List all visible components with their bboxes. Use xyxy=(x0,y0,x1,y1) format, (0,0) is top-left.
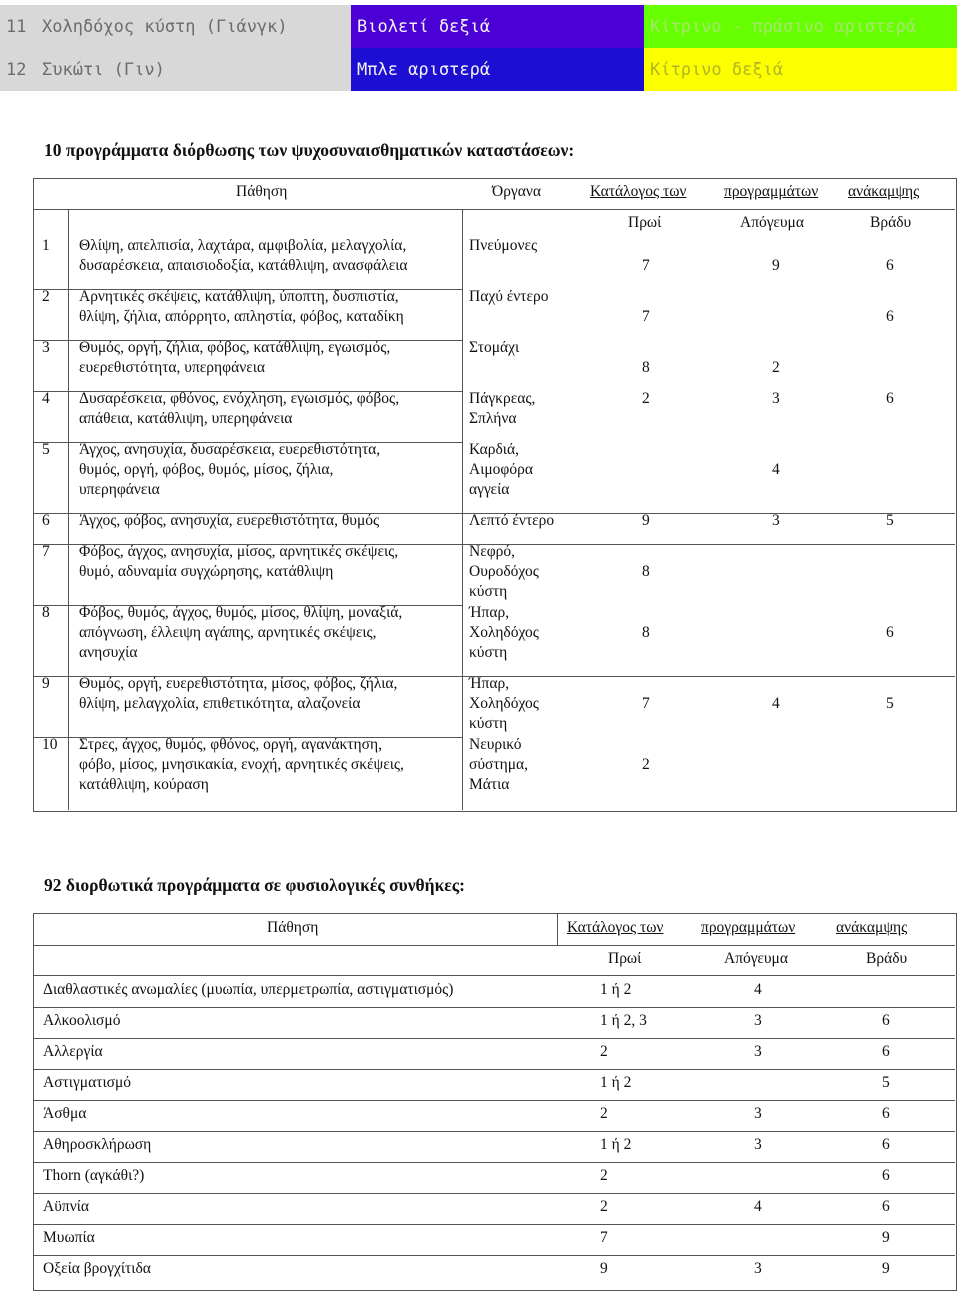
organ-text: Πάγκρεας, xyxy=(469,390,536,407)
afternoon-value: 3 xyxy=(754,1012,762,1029)
evening-value: 6 xyxy=(886,624,894,641)
evening-value: 6 xyxy=(882,1043,890,1060)
morning-value: 8 xyxy=(642,563,650,580)
morning-value: 7 xyxy=(600,1229,608,1246)
row-number: 11 xyxy=(0,5,36,48)
condition-text: ανησυχία xyxy=(79,644,138,661)
organ-text: κύστη xyxy=(469,583,508,600)
organ-text: αγγεία xyxy=(469,481,510,498)
evening-value: 6 xyxy=(886,257,894,274)
header-catalog: Κατάλογος των xyxy=(590,183,687,200)
row-divider xyxy=(34,209,955,210)
row-number: 6 xyxy=(42,512,50,529)
color-row xyxy=(0,5,957,48)
row-number: 1 xyxy=(42,237,50,254)
condition-text: Φόβος, άγχος, ανησυχία, μίσος, αρνητικές σκέψεις, xyxy=(79,543,399,560)
condition-text: θλίψη, μελαγχολία, επιθετικότητα, αλαζονεία xyxy=(79,695,361,712)
header-condition: Πάθηση xyxy=(267,919,319,936)
condition-text: Αλκοολισμό xyxy=(43,1012,121,1029)
header-programs: προγραμμάτων xyxy=(724,183,819,200)
condition-text: Διαθλαστικές ανωμαλίες (μυωπία, υπερμετρωπία, αστιγματισμός) xyxy=(43,981,454,998)
color-left: Κίτρινο δεξιά xyxy=(644,48,957,91)
header-organs: Όργανα xyxy=(492,183,542,200)
condition-text: θυμός, οργή, φόβος, θυμός, μίσος, ζήλια, xyxy=(79,461,334,478)
organ-text: Ήπαρ, xyxy=(469,675,510,692)
condition-text: υπερηφάνεια xyxy=(79,481,160,498)
condition-text: Αλλεργία xyxy=(43,1043,103,1060)
condition-text: Αστιγματισμό xyxy=(43,1074,132,1091)
condition-text: ευερεθιστότητα, υπερηφάνεια xyxy=(79,359,266,376)
evening-value: 5 xyxy=(886,512,894,529)
organ-text: Καρδιά, xyxy=(469,441,519,458)
condition-text: θλίψη, ζήλια, απόρρητο, απληστία, φόβος, καταδίκη xyxy=(79,308,404,325)
organ-text: Παχύ έντερο xyxy=(469,288,549,305)
header-afternoon: Απόγευμα xyxy=(724,950,788,967)
evening-value: 6 xyxy=(882,1105,890,1122)
condition-text: Thorn (αγκάθι?) xyxy=(43,1167,145,1184)
morning-value: 9 xyxy=(600,1260,608,1277)
afternoon-value: 3 xyxy=(754,1105,762,1122)
row-divider xyxy=(34,1193,955,1194)
morning-value: 8 xyxy=(642,624,650,641)
morning-value: 8 xyxy=(642,359,650,376)
organ-name: Συκώτι (Γιν) xyxy=(36,48,351,91)
organ-text: Πνεύμονες xyxy=(469,237,538,254)
condition-text: Άγχος, ανησυχία, δυσαρέσκεια, ευερεθιστότητα, xyxy=(79,441,381,458)
organ-text: Νεφρό, xyxy=(469,543,516,560)
row-divider xyxy=(34,1255,955,1256)
condition-text: απάθεια, κατάθλιψη, υπερηφάνεια xyxy=(79,410,293,427)
table-border xyxy=(33,913,957,1291)
organ-text: Μάτια xyxy=(469,776,510,793)
morning-value: 7 xyxy=(642,695,650,712)
row-divider xyxy=(34,945,955,946)
header-programs: προγραμμάτων xyxy=(701,919,796,936)
afternoon-value: 3 xyxy=(754,1260,762,1277)
condition-text: Αρνητικές σκέψεις, κατάθλιψη, ύποπτη, δυσπιστία, xyxy=(79,288,399,305)
organ-text: Χοληδόχος xyxy=(469,624,539,641)
condition-text: Μυωπία xyxy=(43,1229,95,1246)
afternoon-value: 4 xyxy=(772,461,780,478)
condition-text: Αϋπνία xyxy=(43,1198,89,1215)
condition-text: κατάθλιψη, κούραση xyxy=(79,776,209,793)
color-meridian-table xyxy=(0,5,957,91)
column-divider xyxy=(557,914,558,945)
condition-text: Αθηροσκλήρωση xyxy=(43,1136,152,1153)
header-afternoon: Απόγευμα xyxy=(740,214,804,231)
afternoon-value: 2 xyxy=(772,359,780,376)
header-evening: Βράδυ xyxy=(870,214,912,231)
row-divider xyxy=(34,1131,955,1132)
condition-text: Οξεία βρογχίτιδα xyxy=(43,1260,151,1277)
condition-text: απόγνωση, έλλειψη αγάπης, αρνητικές σκέψεις, xyxy=(79,624,377,641)
evening-value: 6 xyxy=(886,390,894,407)
condition-text: Άσθμα xyxy=(43,1105,87,1122)
condition-text: φόβο, μίσος, μνησικακία, ενοχή, αρνητικές σκέψεις, xyxy=(79,756,404,773)
evening-value: 6 xyxy=(882,1136,890,1153)
organ-text: Λεπτό έντερο xyxy=(469,512,555,529)
row-divider xyxy=(34,1007,955,1008)
organ-name: Χοληδόχος κύστη (Γιάνγκ) xyxy=(36,5,351,48)
evening-value: 6 xyxy=(882,1012,890,1029)
evening-value: 6 xyxy=(882,1167,890,1184)
section-title: 10 προγράμματα διόρθωσης των ψυχοσυναισθηματικών καταστάσεων: xyxy=(44,140,575,160)
evening-value: 5 xyxy=(882,1074,890,1091)
header-condition: Πάθηση xyxy=(236,183,288,200)
morning-value: 2 xyxy=(600,1167,608,1184)
condition-text: Στρες, άγχος, θυμός, φθόνος, οργή, αγανάκτηση, xyxy=(79,736,382,753)
row-divider xyxy=(34,1038,955,1039)
organ-text: Στομάχι xyxy=(469,339,520,356)
afternoon-value: 4 xyxy=(772,695,780,712)
morning-value: 2 xyxy=(642,390,650,407)
afternoon-value: 3 xyxy=(772,390,780,407)
condition-text: Θλίψη, απελπισία, λαχτάρα, αμφιβολία, μελαγχολία, xyxy=(79,237,407,254)
morning-value: 2 xyxy=(600,1043,608,1060)
organ-text: σύστημα, xyxy=(469,756,529,773)
header-evening: Βράδυ xyxy=(866,950,908,967)
row-divider xyxy=(34,1100,955,1101)
organ-text: Αιμοφόρα xyxy=(469,461,533,478)
color-row xyxy=(0,48,957,91)
organ-text: Νευρικό xyxy=(469,736,522,753)
header-recovery: ανάκαμψης xyxy=(848,183,920,200)
evening-value: 6 xyxy=(882,1198,890,1215)
color-right: Βιολετί δεξιά xyxy=(351,5,644,48)
organ-text: Χοληδόχος xyxy=(469,695,539,712)
evening-value: 9 xyxy=(882,1260,890,1277)
organ-text: Σπλήνα xyxy=(469,410,517,427)
row-number: 8 xyxy=(42,604,50,621)
condition-text: Θυμός, οργή, ευερεθιστότητα, μίσος, φόβος, ζήλια, xyxy=(79,675,398,692)
organ-text: κύστη xyxy=(469,644,508,661)
row-number: 3 xyxy=(42,339,50,356)
afternoon-value: 3 xyxy=(754,1136,762,1153)
row-number: 5 xyxy=(42,441,50,458)
morning-value: 7 xyxy=(642,308,650,325)
morning-value: 7 xyxy=(642,257,650,274)
evening-value: 6 xyxy=(886,308,894,325)
morning-value: 1 ή 2, 3 xyxy=(600,1012,647,1029)
evening-value: 9 xyxy=(882,1229,890,1246)
color-left: Κίτρινο - πράσινο αριστερά xyxy=(644,5,957,48)
column-divider xyxy=(68,209,69,810)
condition-text: Δυσαρέσκεια, φθόνος, ενόχληση, εγωισμός, φόβος, xyxy=(79,390,400,407)
header-recovery: ανάκαμψης xyxy=(836,919,908,936)
organ-text: Ήπαρ, xyxy=(469,604,510,621)
afternoon-value: 3 xyxy=(754,1043,762,1060)
header-morning: Πρωί xyxy=(608,950,642,967)
condition-text: Άγχος, φόβος, ανησυχία, ευερεθιστότητα, θυμός xyxy=(79,512,380,529)
condition-text: δυσαρέσκεια, απαισιοδοξία, κατάθλιψη, ανασφάλεια xyxy=(79,257,408,274)
header-catalog: Κατάλογος των xyxy=(567,919,664,936)
morning-value: 9 xyxy=(642,512,650,529)
column-divider xyxy=(462,209,463,810)
organ-text: Ουροδόχος xyxy=(469,563,539,580)
condition-text: θυμό, αδυναμία συγχώρησης, κατάθλιψη xyxy=(79,563,334,580)
row-number: 9 xyxy=(42,675,50,692)
morning-value: 2 xyxy=(642,756,650,773)
row-number: 4 xyxy=(42,390,50,407)
morning-value: 1 ή 2 xyxy=(600,981,632,998)
row-number: 10 xyxy=(42,736,58,753)
afternoon-value: 4 xyxy=(754,1198,762,1215)
morning-value: 2 xyxy=(600,1198,608,1215)
morning-value: 1 ή 2 xyxy=(600,1074,632,1091)
morning-value: 1 ή 2 xyxy=(600,1136,632,1153)
row-divider xyxy=(34,1224,955,1225)
organ-text: κύστη xyxy=(469,715,508,732)
color-right: Μπλε αριστερά xyxy=(351,48,644,91)
row-number: 2 xyxy=(42,288,50,305)
afternoon-value: 3 xyxy=(772,512,780,529)
evening-value: 5 xyxy=(886,695,894,712)
afternoon-value: 9 xyxy=(772,257,780,274)
condition-text: Φόβος, θυμός, άγχος, θυμός, μίσος, θλίψη, μοναξιά, xyxy=(79,604,403,621)
row-number: 12 xyxy=(0,48,36,91)
condition-text: Θυμός, οργή, ζήλια, φόβος, κατάθλιψη, εγωισμός, xyxy=(79,339,391,356)
row-divider xyxy=(34,975,955,976)
row-divider xyxy=(34,1162,955,1163)
afternoon-value: 4 xyxy=(754,981,762,998)
header-morning: Πρωί xyxy=(628,214,662,231)
row-number: 7 xyxy=(42,543,50,560)
section-title: 92 διορθωτικά προγράμματα σε φυσιολογικές συνθήκες: xyxy=(44,875,465,895)
row-divider xyxy=(34,1069,955,1070)
morning-value: 2 xyxy=(600,1105,608,1122)
